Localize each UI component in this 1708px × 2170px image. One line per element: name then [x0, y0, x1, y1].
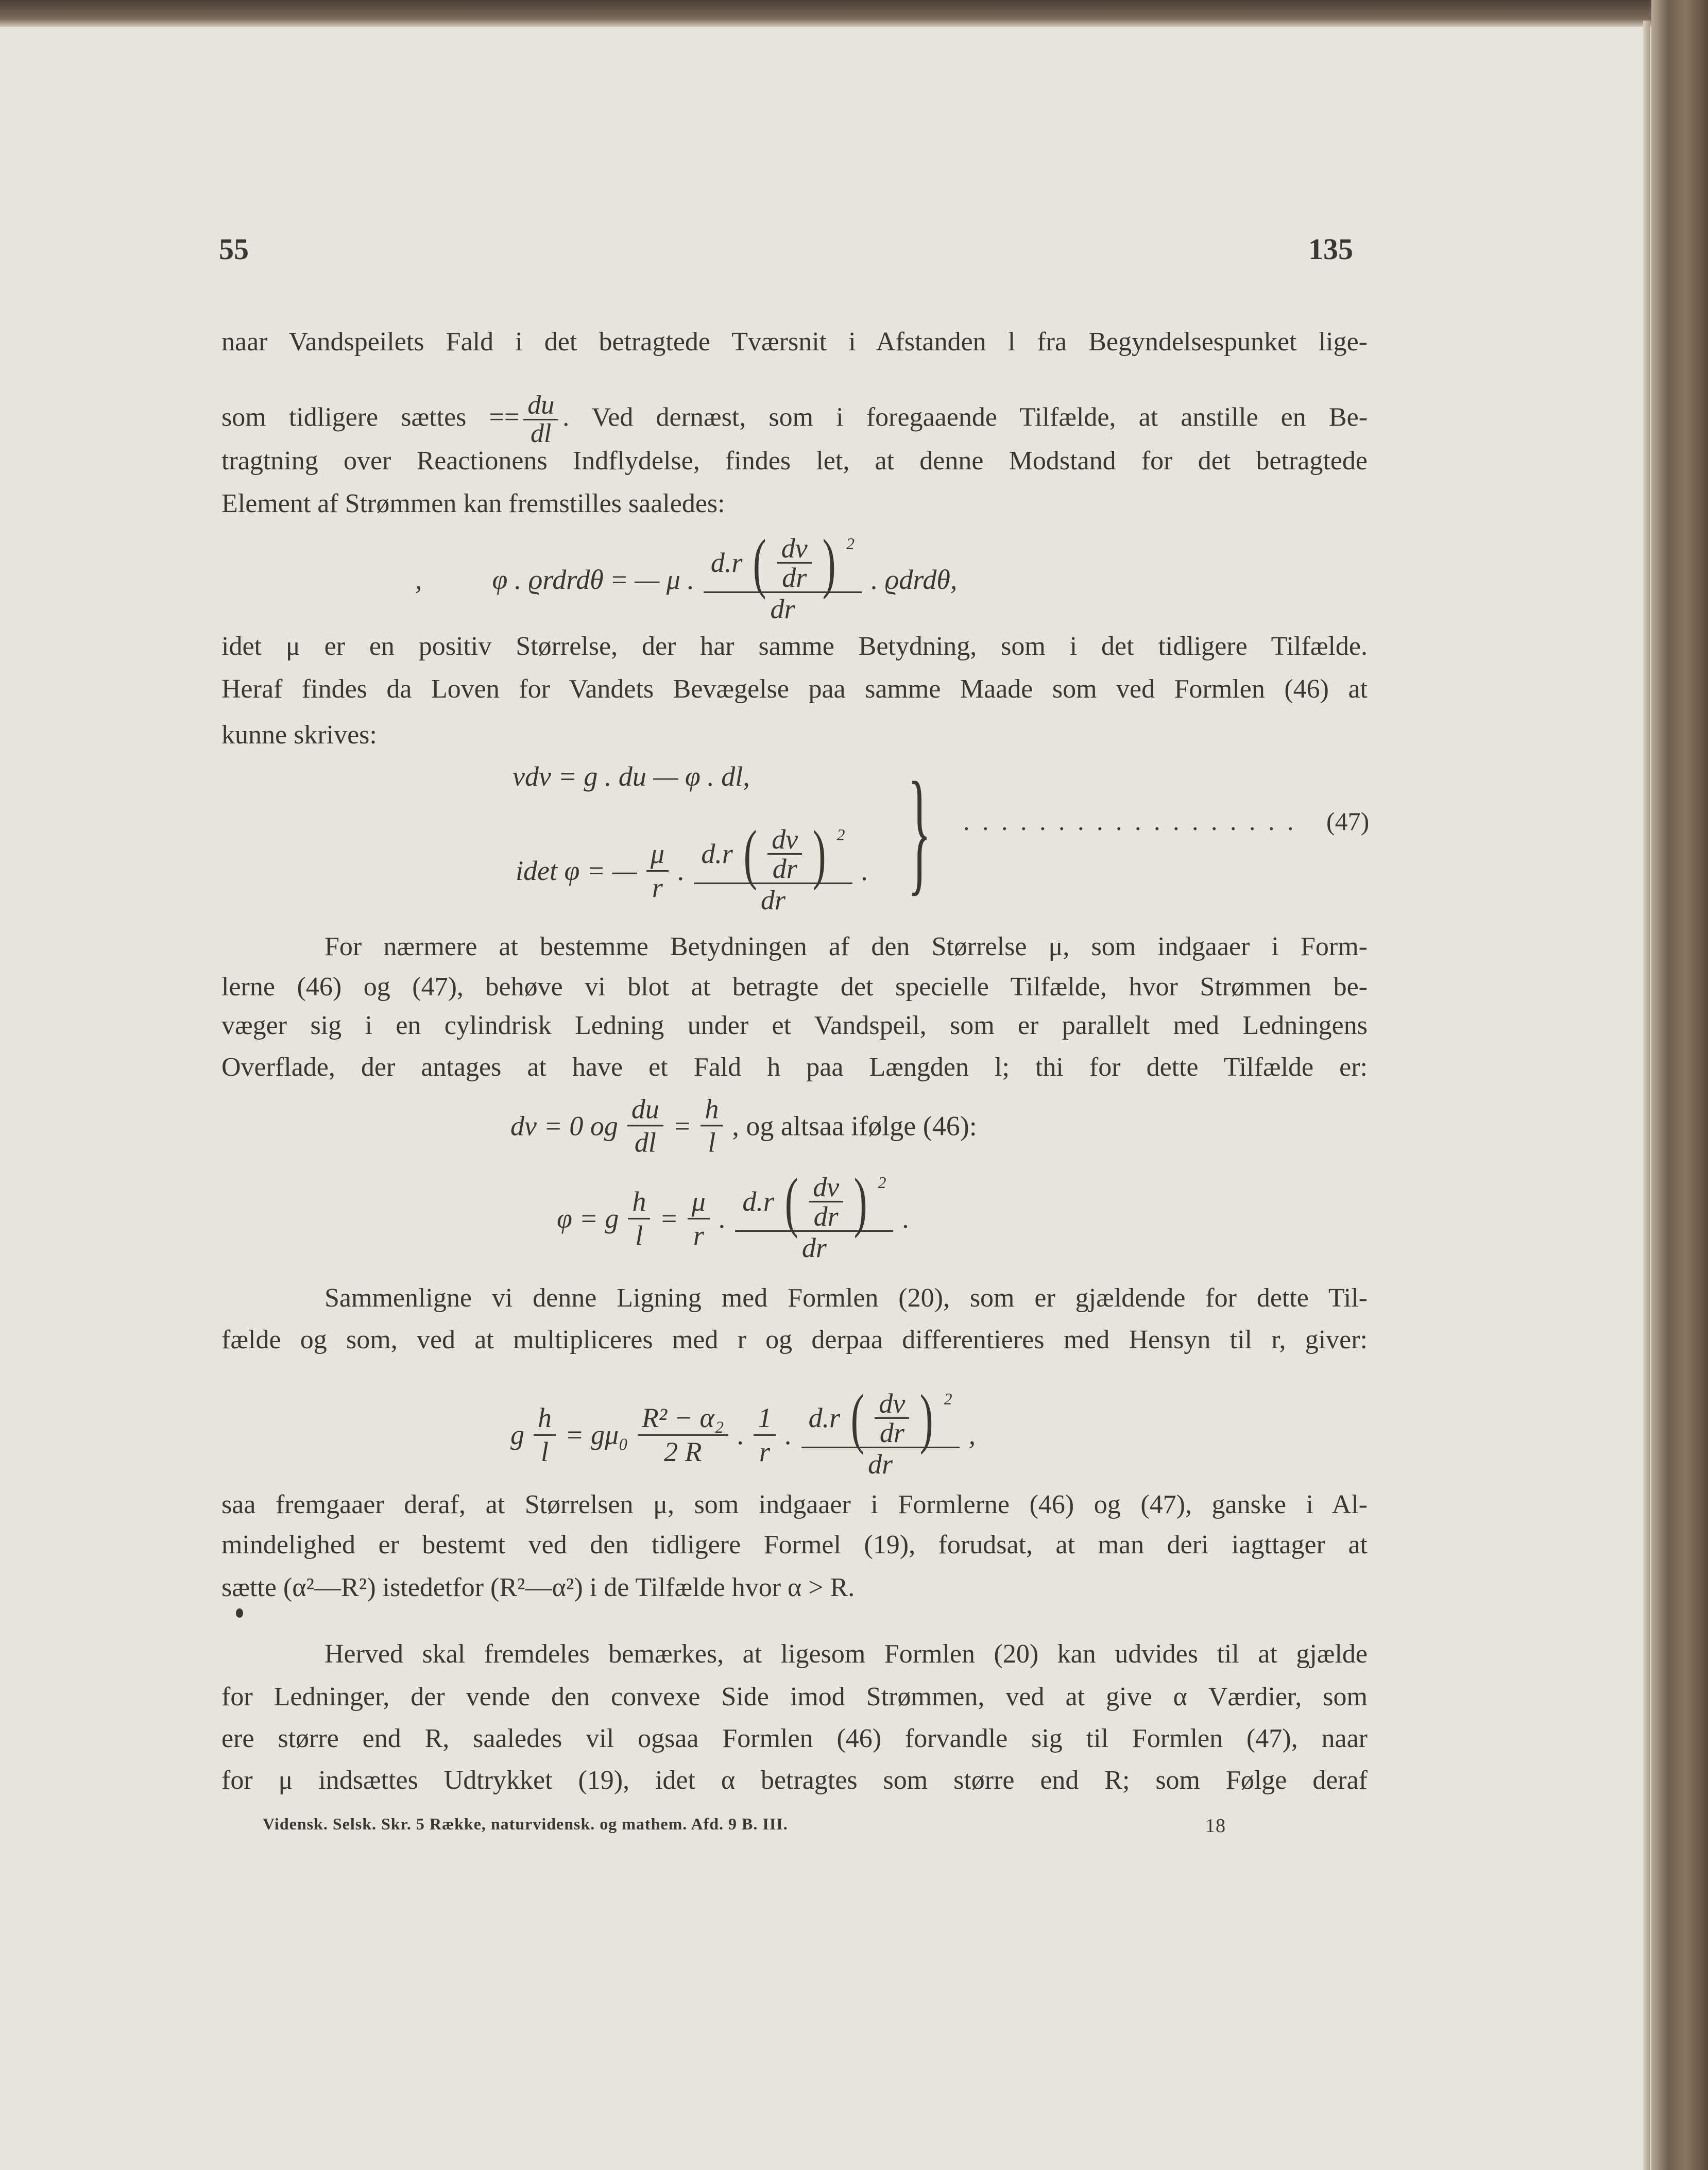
denominator: dr [772, 853, 797, 884]
denominator: r [693, 1219, 704, 1251]
eq-text: , og altsaa ifølge (46): [732, 1110, 977, 1141]
denominator: dr [879, 1417, 904, 1448]
fraction-1-r [750, 1402, 779, 1467]
equation-47-row2 [513, 817, 872, 916]
footer-signature: 18 [1205, 1815, 1226, 1837]
page-edge [1643, 21, 1650, 2170]
denominator: l [708, 1127, 716, 1158]
text-segment: . Ved dernæst, som i foregaaende Tilfælde, at anstille en Be- [562, 402, 1368, 432]
text-line: kunne skrives: [221, 720, 377, 750]
denominator: dr [760, 884, 785, 916]
numerator: dv [809, 1173, 843, 1202]
eq-term: = gμ₀ [565, 1419, 628, 1450]
exponent: 2 [836, 825, 845, 844]
right-page-number: 135 [1308, 232, 1353, 266]
text-line: fælde og som, ved at multipliceres med r og derpaa differentieres med Hensyn til r, giver: [221, 1325, 1368, 1354]
book-top-edge [0, 0, 1708, 27]
numerator: h [534, 1402, 556, 1435]
footer-series: Vidensk. Selsk. Skr. 5 Række, naturvidensk. og mathem. Afd. 9 B. III. [263, 1815, 788, 1833]
comma: , [968, 1419, 976, 1450]
numerator: μ [646, 838, 669, 871]
eq-lhs: dv = 0 og [510, 1110, 618, 1141]
numerator: dv [767, 825, 802, 855]
numerator: μ [688, 1185, 710, 1219]
fraction-derivative [701, 525, 865, 625]
dot: . [861, 855, 868, 886]
fraction-derivative [732, 1164, 896, 1264]
eq-lhs: φ = g [557, 1203, 619, 1234]
text-line: ere større end R, saaledes vil ogsaa Formlen (46) forvandle sig til Formlen (47), naar [221, 1724, 1368, 1753]
text-line: For nærmere at bestemme Betydningen af den Størrelse μ, som indgaaer i Form- [324, 932, 1368, 961]
denominator: dr [770, 593, 795, 624]
numerator: 1 [754, 1402, 776, 1435]
text-line: saa fremgaaer deraf, at Størrelsen μ, som indgaaer i Formlerne (46) og (47), ganske i Al- [221, 1490, 1368, 1519]
text-line: for Ledninger, der vende den convexe Side imod Strømmen, ved at give α Værdier, som [221, 1682, 1368, 1711]
text-line: sætte (α²—R²) istedetfor (R²—α²) i de Tilfælde hvor α > R. [221, 1573, 855, 1602]
denominator: dl [531, 419, 552, 448]
text-line: naar Vandspeilets Fald i det betragtede Tværsnit i Afstanden l fra Begyndelsespunket lige- [221, 327, 1368, 357]
equation-label: (47) [1326, 807, 1370, 836]
denominator: dr [782, 562, 807, 593]
text-line: Sammenligne vi denne Ligning med Formlen (20), som er gjældende for dette Til- [324, 1283, 1368, 1313]
paren: ( [784, 1164, 798, 1239]
numerator: R² − α₂ [638, 1402, 728, 1435]
eq-term: g [510, 1419, 524, 1450]
denominator: dr [868, 1448, 893, 1480]
text-segment: som tidligere sættes == [221, 402, 520, 432]
fraction-dv-dr [774, 534, 815, 591]
numerator [704, 525, 862, 600]
equation-phi [554, 1164, 913, 1264]
fraction-mu-r [643, 838, 672, 903]
text-line: Heraf findes da Loven for Vandets Bevægelse paa samme Maade som ved Formlen (46) at [221, 674, 1368, 704]
fraction-mu-r [685, 1185, 713, 1251]
equation-47-row1: vdv = g . du — φ . dl, [513, 761, 750, 792]
book-binding [1651, 0, 1708, 2170]
fraction-radius [635, 1402, 731, 1467]
leader-dots: . . . . . . . . . . . . . . . . . . [963, 807, 1297, 836]
fraction-dv-dr [764, 825, 805, 883]
exponent: 2 [878, 1173, 886, 1192]
eq-sign: = [659, 1203, 678, 1234]
fraction-h-l [625, 1185, 653, 1251]
text-line: væger sig i en cylindrisk Ledning under et Vandspeil, som er parallelt med Ledningens [221, 1011, 1368, 1040]
text-line: mindelighed er bestemt ved den tidligere Formel (19), forudsat, at man deri iagttager at [221, 1530, 1368, 1559]
dot: . [719, 1203, 726, 1234]
denominator: dr [801, 1232, 827, 1263]
denominator: r [652, 872, 663, 903]
dot: . [677, 855, 685, 886]
numerator: du [627, 1093, 663, 1126]
numerator: dv [875, 1389, 909, 1419]
text-line-with-fraction [221, 391, 1368, 448]
denominator: r [759, 1436, 771, 1467]
paren: ( [753, 525, 767, 600]
eq-term: — μ . [635, 564, 694, 595]
text-line: Herved skal fremdeles bemærkes, at ligesom Formlen (20) kan udvides til at gjælde [324, 1639, 1368, 1669]
text-line: idet μ er en positiv Størrelse, der har samme Betydning, som i det tidligere Tilfælde. [221, 632, 1368, 661]
paren: ) [920, 1381, 933, 1455]
text-line: tragtning over Reactionens Indflydelse, findes let, at denne Modstand for det betragtede [221, 446, 1368, 476]
paren: ( [743, 817, 757, 891]
exponent: 2 [944, 1389, 952, 1408]
fraction-dv-dr [806, 1173, 846, 1230]
equation-slope [507, 1093, 980, 1158]
denominator: dl [634, 1127, 656, 1158]
text-line: lerne (46) og (47), behøve vi blot at betragte det specielle Tilfælde, hvor Strømmen be- [221, 972, 1368, 1002]
equation-resistance [412, 525, 960, 625]
term: d.r [742, 1186, 774, 1217]
left-page-number: 55 [219, 232, 249, 266]
denominator: l [635, 1219, 643, 1251]
denominator: dr [813, 1200, 839, 1232]
eq-term: . ϱdrdθ, [870, 564, 958, 595]
fraction-dv-dr [872, 1389, 912, 1447]
numerator: h [701, 1093, 723, 1126]
text-line: Overflade, der antages at have et Fald h paa Længden l; thi for dette Tilfælde er: [221, 1053, 1368, 1082]
numerator [801, 1381, 960, 1455]
eq-lhs: idet φ = — [516, 855, 637, 886]
equation-comparison [507, 1381, 979, 1480]
numerator: dv [777, 534, 812, 564]
term: d.r [710, 547, 743, 579]
fraction-h-l [531, 1402, 559, 1467]
paren: ( [850, 1381, 864, 1455]
numerator [694, 817, 852, 891]
paren: ) [822, 525, 836, 600]
denominator: 2 R [663, 1436, 702, 1467]
fraction-derivative [691, 817, 855, 916]
paren: ) [853, 1164, 867, 1239]
term: d.r [808, 1402, 841, 1434]
ink-spot [236, 1608, 243, 1618]
fraction-h-l [697, 1093, 726, 1158]
right-brace: } [908, 754, 931, 908]
fraction-derivative [798, 1381, 963, 1480]
fraction-du-dl [523, 392, 558, 447]
text-line: for μ indsættes Udtrykket (19), idet α betragtes som større end R; som Følge deraf [221, 1766, 1368, 1795]
numerator: du [523, 392, 558, 420]
exponent: 2 [846, 534, 855, 553]
eq-sign: = [672, 1110, 692, 1141]
stray-mark: , [415, 564, 422, 595]
dot: . [902, 1203, 910, 1234]
denominator: l [540, 1436, 549, 1467]
fraction-du-dl [624, 1093, 667, 1158]
dot: . [737, 1419, 745, 1450]
numerator [735, 1164, 893, 1239]
numerator: h [628, 1185, 650, 1219]
dot: . [785, 1419, 792, 1450]
eq-lhs: φ . ϱrdrdθ [492, 564, 604, 595]
term: d.r [701, 838, 733, 870]
eq-sign: = [609, 564, 629, 595]
paren: ) [812, 817, 826, 891]
text-line: Element af Strømmen kan fremstilles saaledes: [221, 489, 725, 518]
